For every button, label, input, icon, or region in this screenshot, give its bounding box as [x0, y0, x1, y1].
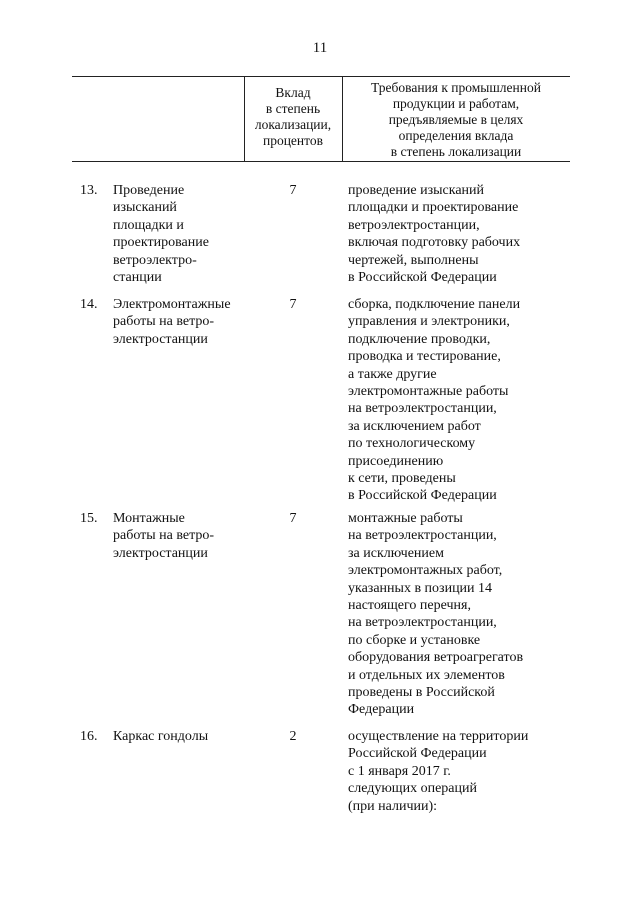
- row-value: 7: [289, 183, 297, 198]
- header-requirements: Требования к промышленной продукции и работам, предъявляемые в целях определения вклада в степень локализации: [371, 80, 541, 159]
- table-header: [72, 76, 570, 162]
- row-number: 15.: [80, 511, 98, 526]
- row-requirement: сборка, подключение панели управления и электроники, подключение проводки, проводка и тестирование, а также другие электромонтажные работы на ветроэлектростанции, за исключением работ по технологическому присоединению к сети, проведены в Российской Федерации: [348, 297, 521, 504]
- page-number: 11: [312, 40, 328, 56]
- row-name: Монтажные работы на ветро- электростанции: [113, 511, 215, 561]
- row-requirement: монтажные работы на ветроэлектростанции, за исключением электромонтажных работ, указанных в позиции 14 настоящего перечня, на ветроэлектростанции, по сборке и установке оборудования ветроагрегатов и отдельных их элементов проведены в Российской Федерации: [348, 511, 524, 718]
- row-number: 14.: [80, 297, 98, 312]
- header-contribution: Вклад в степень локализации, процентов: [254, 85, 332, 148]
- row-name: Каркас гондолы: [113, 729, 209, 744]
- row-number: 16.: [80, 729, 98, 744]
- row-name: Проведение изысканий площадки и проектирование ветроэлектро- станции: [113, 183, 209, 286]
- row-value: 2: [289, 729, 297, 744]
- row-requirement: осуществление на территории Российской Федерации с 1 января 2017 г. следующих операций (при наличии):: [348, 729, 529, 814]
- row-name: Электромонтажные работы на ветро- электростанции: [113, 297, 231, 347]
- row-number: 13.: [80, 183, 98, 198]
- row-value: 7: [289, 511, 297, 526]
- row-requirement: проведение изысканий площадки и проектирование ветроэлектростанции, включая подготовку рабочих чертежей, выполнены в Российской Федерации: [348, 183, 521, 286]
- row-value: 7: [289, 297, 297, 312]
